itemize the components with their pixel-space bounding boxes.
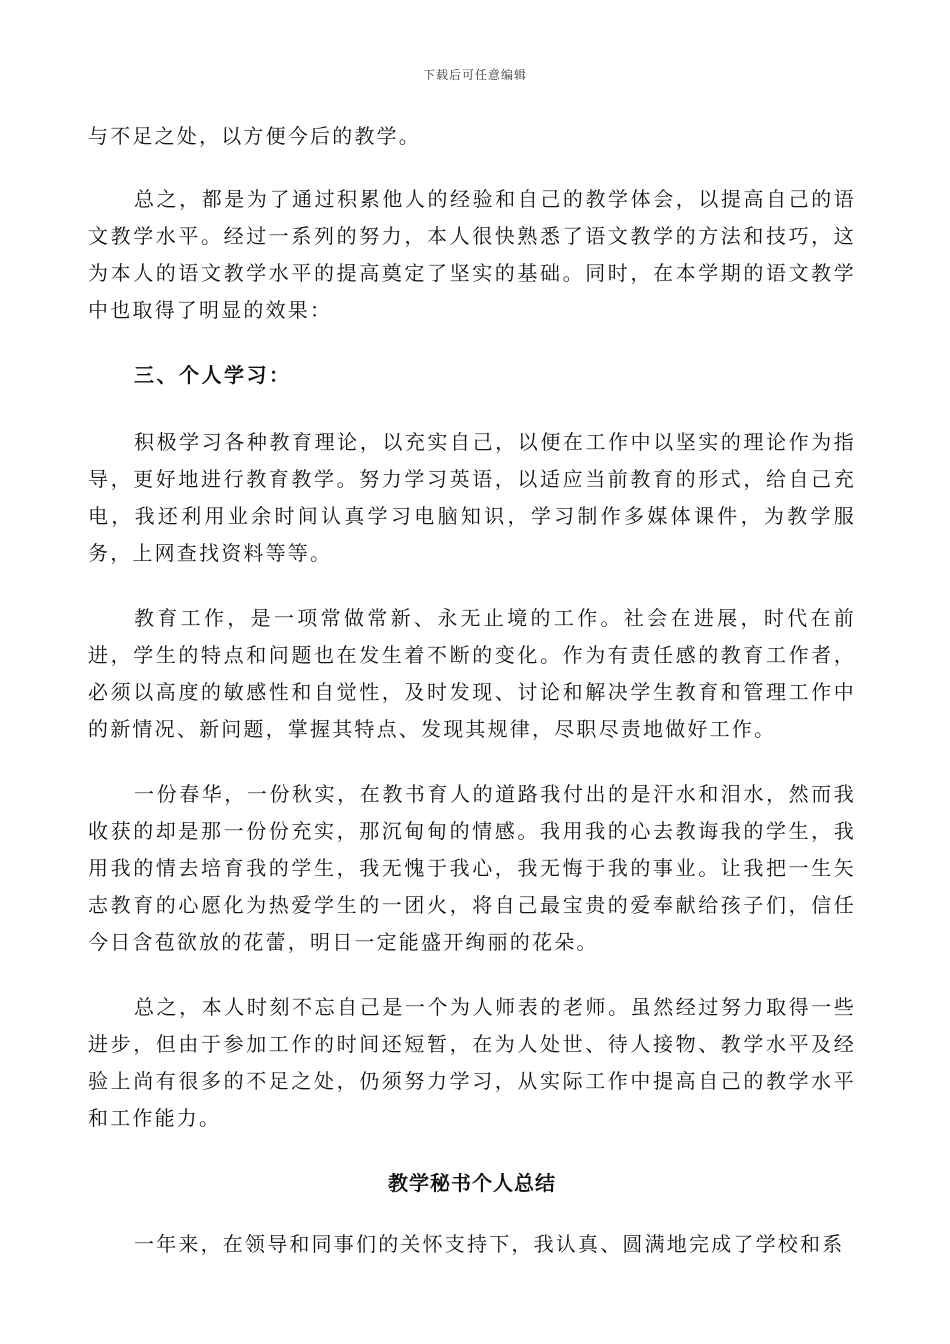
paragraph-education-work: 教育工作，是一项常做常新、永无止境的工作。社会在进展，时代在前进，学生的特点和问题也在发生着不断的变化。作为有责任感的教育工作者，必须以高度的敏感性和自觉性，及时发现、讨论和解决学生教育和管理工作中的新情况、新问题，掌握其特点、发现其规律，尽职尽责地做好工作。: [88, 606, 856, 741]
second-document-title: 教学秘书个人总结: [388, 1171, 556, 1195]
paragraph-summary-teaching: 总之，都是为了通过积累他人的经验和自己的教学体会，以提高自己的语文教学水平。经过一系列的努力，本人很快熟悉了语文教学的方法和技巧，这为本人的语文教学水平的提高奠定了坚实的基础。同时，在本学期的语文教学中也取得了明显的效果：: [88, 187, 856, 322]
paragraph-conclusion: 总之，本人时刻不忘自己是一个为人师表的老师。虽然经过努力取得一些进步，但由于参加工作的时间还短暂，在为人处世、待人接物、教学水平及经验上尚有很多的不足之处，仍须努力学习，从实际工作中提高自己的教学水平和工作能力。: [88, 995, 856, 1130]
paragraph-personal-study: 积极学习各种教育理论，以充实自己，以便在工作中以坚实的理论作为指导，更好地进行教育教学。努力学习英语，以适应当前教育的形式，给自己充电，我还利用业余时间认真学习电脑知识，学习制作多媒体课件，为教学服务，上网查找资料等等。: [88, 430, 856, 565]
header-note: 下载后可任意编辑: [422, 68, 527, 82]
paragraph-secretary-intro: 一年来，在领导和同事们的关怀支持下，我认真、圆满地完成了学校和系: [134, 1232, 845, 1256]
paragraph-continuation: 与不足之处，以方便今后的教学。: [88, 124, 421, 148]
section-heading-personal-study: 三、个人学习：: [134, 363, 292, 387]
paragraph-harvest: 一份春华，一份秋实，在教书育人的道路我付出的是汗水和泪水，然而我收获的却是那一份份充实，那沉甸甸的情感。我用我的心去教诲我的学生，我用我的情去培育我的学生，我无愧于我心，我无悔于我的事业。让我把一生矢志教育的心愿化为热爱学生的一团火，将自己最宝贵的爱奉献给孩子们，信任今日含苞欲放的花蕾，明日一定能盛开绚丽的花朵。: [88, 782, 856, 954]
document-body: [88, 118, 856, 1291]
